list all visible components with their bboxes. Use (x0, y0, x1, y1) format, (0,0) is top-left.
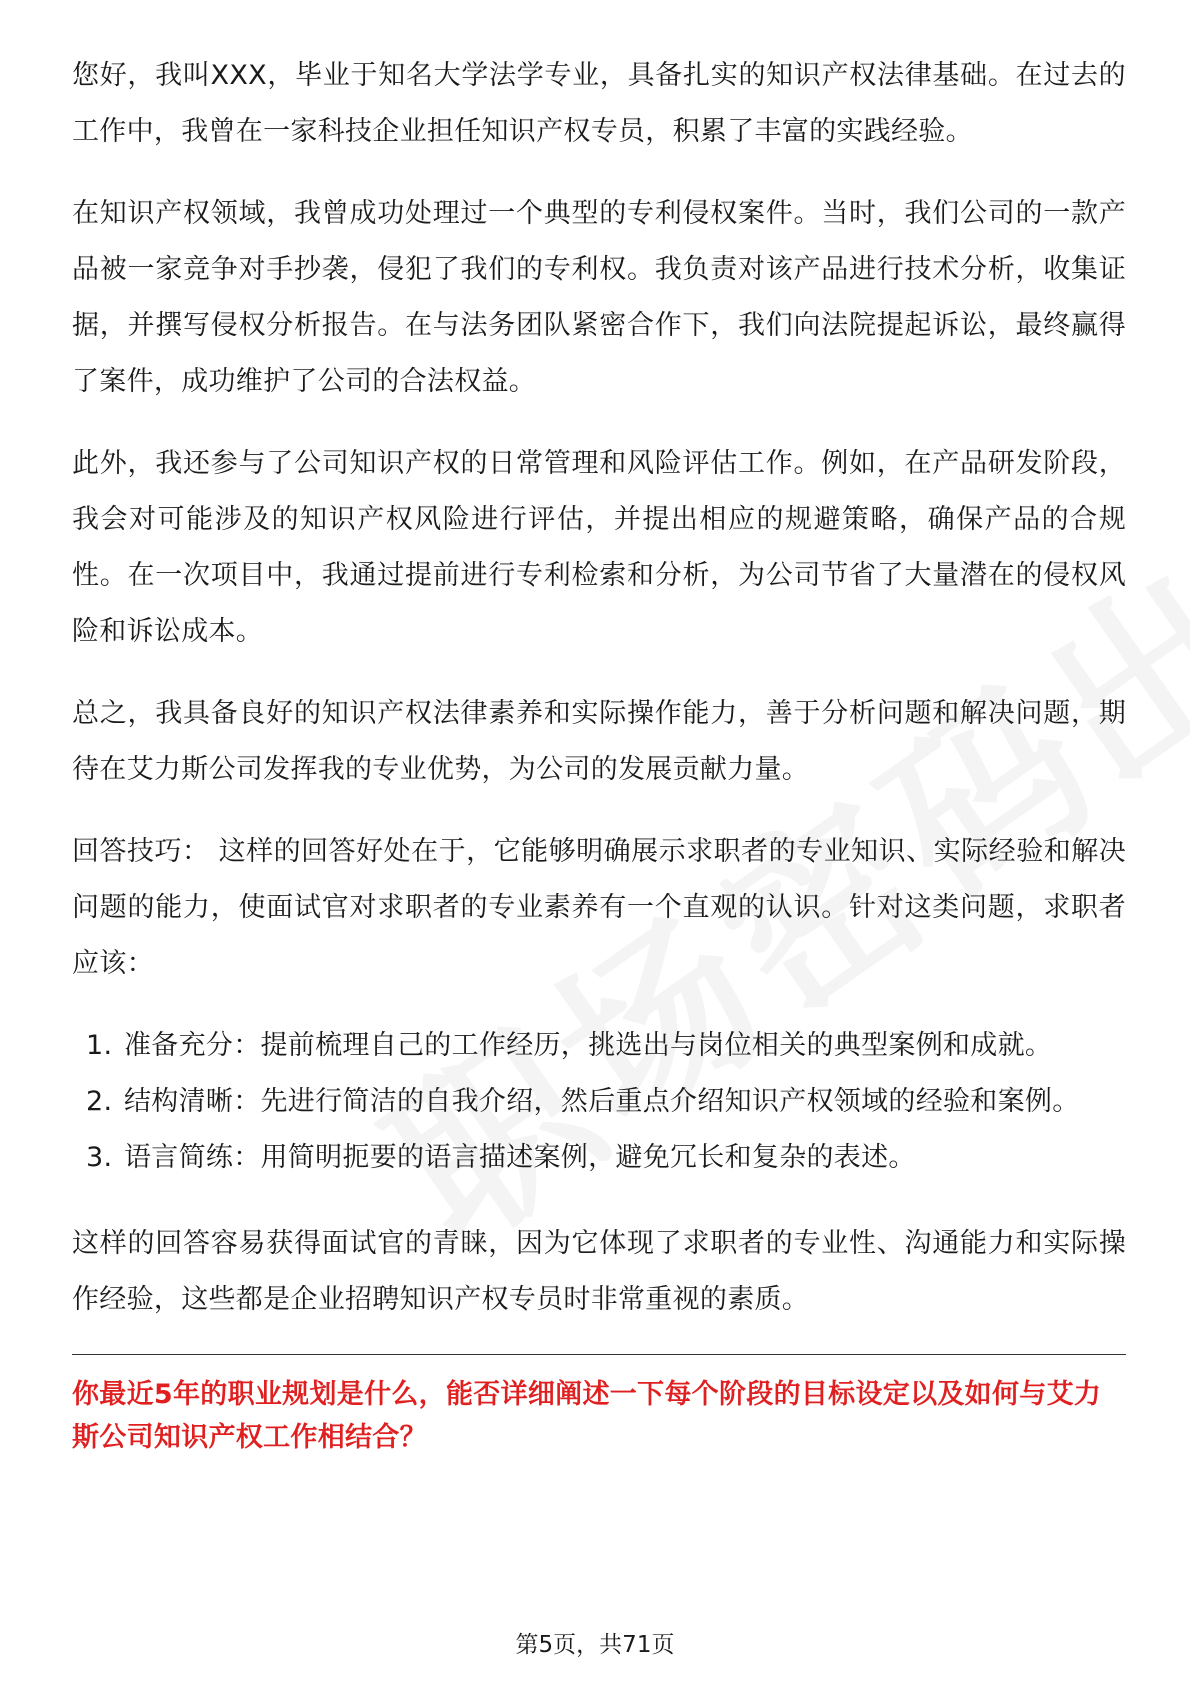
list-number: 2. (86, 1086, 113, 1117)
list-item (72, 1130, 1126, 1186)
paragraph-tips-intro: 回答技巧： 这样的回答好处在于，它能够明确展示求职者的专业知识、实际经验和解决问题的能力，使面试官对求职者的专业素养有一个直观的认识。针对这类问题，求职者应该： (72, 836, 1126, 979)
section-divider (72, 1354, 1126, 1355)
list-text: 语言简练：用简明扼要的语言描述案例，避免冗长和复杂的表述。 (124, 1142, 916, 1173)
list-item (72, 1074, 1126, 1130)
document-body (72, 48, 1126, 1459)
next-question: 你最近5年的职业规划是什么，能否详细阐述一下每个阶段的目标设定以及如何与艾力斯公司知识产权工作相结合？ (72, 1379, 1102, 1453)
list-text: 准备充分：提前梳理自己的工作经历，挑选出与岗位相关的典型案例和成就。 (124, 1030, 1053, 1061)
list-text: 结构清晰：先进行简洁的自我介绍，然后重点介绍知识产权领域的经验和案例。 (124, 1086, 1080, 1117)
list-number: 3. (86, 1142, 113, 1173)
tips-list (72, 1018, 1126, 1186)
paragraph-case: 在知识产权领域，我曾成功处理过一个典型的专利侵权案件。当时，我们公司的一款产品被一家竞争对手抄袭，侵犯了我们的专利权。我负责对该产品进行技术分析，收集证据，并撰写侵权分析报告。在与法务团队紧密合作下，我们向法院提起诉讼，最终赢得了案件，成功维护了公司的合法权益。 (72, 198, 1126, 397)
page-footer: 第5页，共71页 (515, 1632, 675, 1658)
paragraph-summary: 总之，我具备良好的知识产权法律素养和实际操作能力，善于分析问题和解决问题，期待在艾力斯公司发挥我的专业优势，为公司的发展贡献力量。 (72, 698, 1126, 785)
paragraph-risk: 此外，我还参与了公司知识产权的日常管理和风险评估工作。例如，在产品研发阶段，我会对可能涉及的知识产权风险进行评估，并提出相应的规避策略，确保产品的合规性。在一次项目中，我通过提前进行专利检索和分析，为公司节省了大量潜在的侵权风险和诉讼成本。 (72, 448, 1126, 647)
list-number: 1. (86, 1030, 113, 1061)
paragraph-intro: 您好，我叫XXX，毕业于知名大学法学专业，具备扎实的知识产权法律基础。在过去的工作中，我曾在一家科技企业担任知识产权专员，积累了丰富的实践经验。 (72, 60, 1126, 147)
list-item (72, 1018, 1126, 1074)
paragraph-closing: 这样的回答容易获得面试官的青睐，因为它体现了求职者的专业性、沟通能力和实际操作经验，这些都是企业招聘知识产权专员时非常重视的素质。 (72, 1228, 1126, 1315)
